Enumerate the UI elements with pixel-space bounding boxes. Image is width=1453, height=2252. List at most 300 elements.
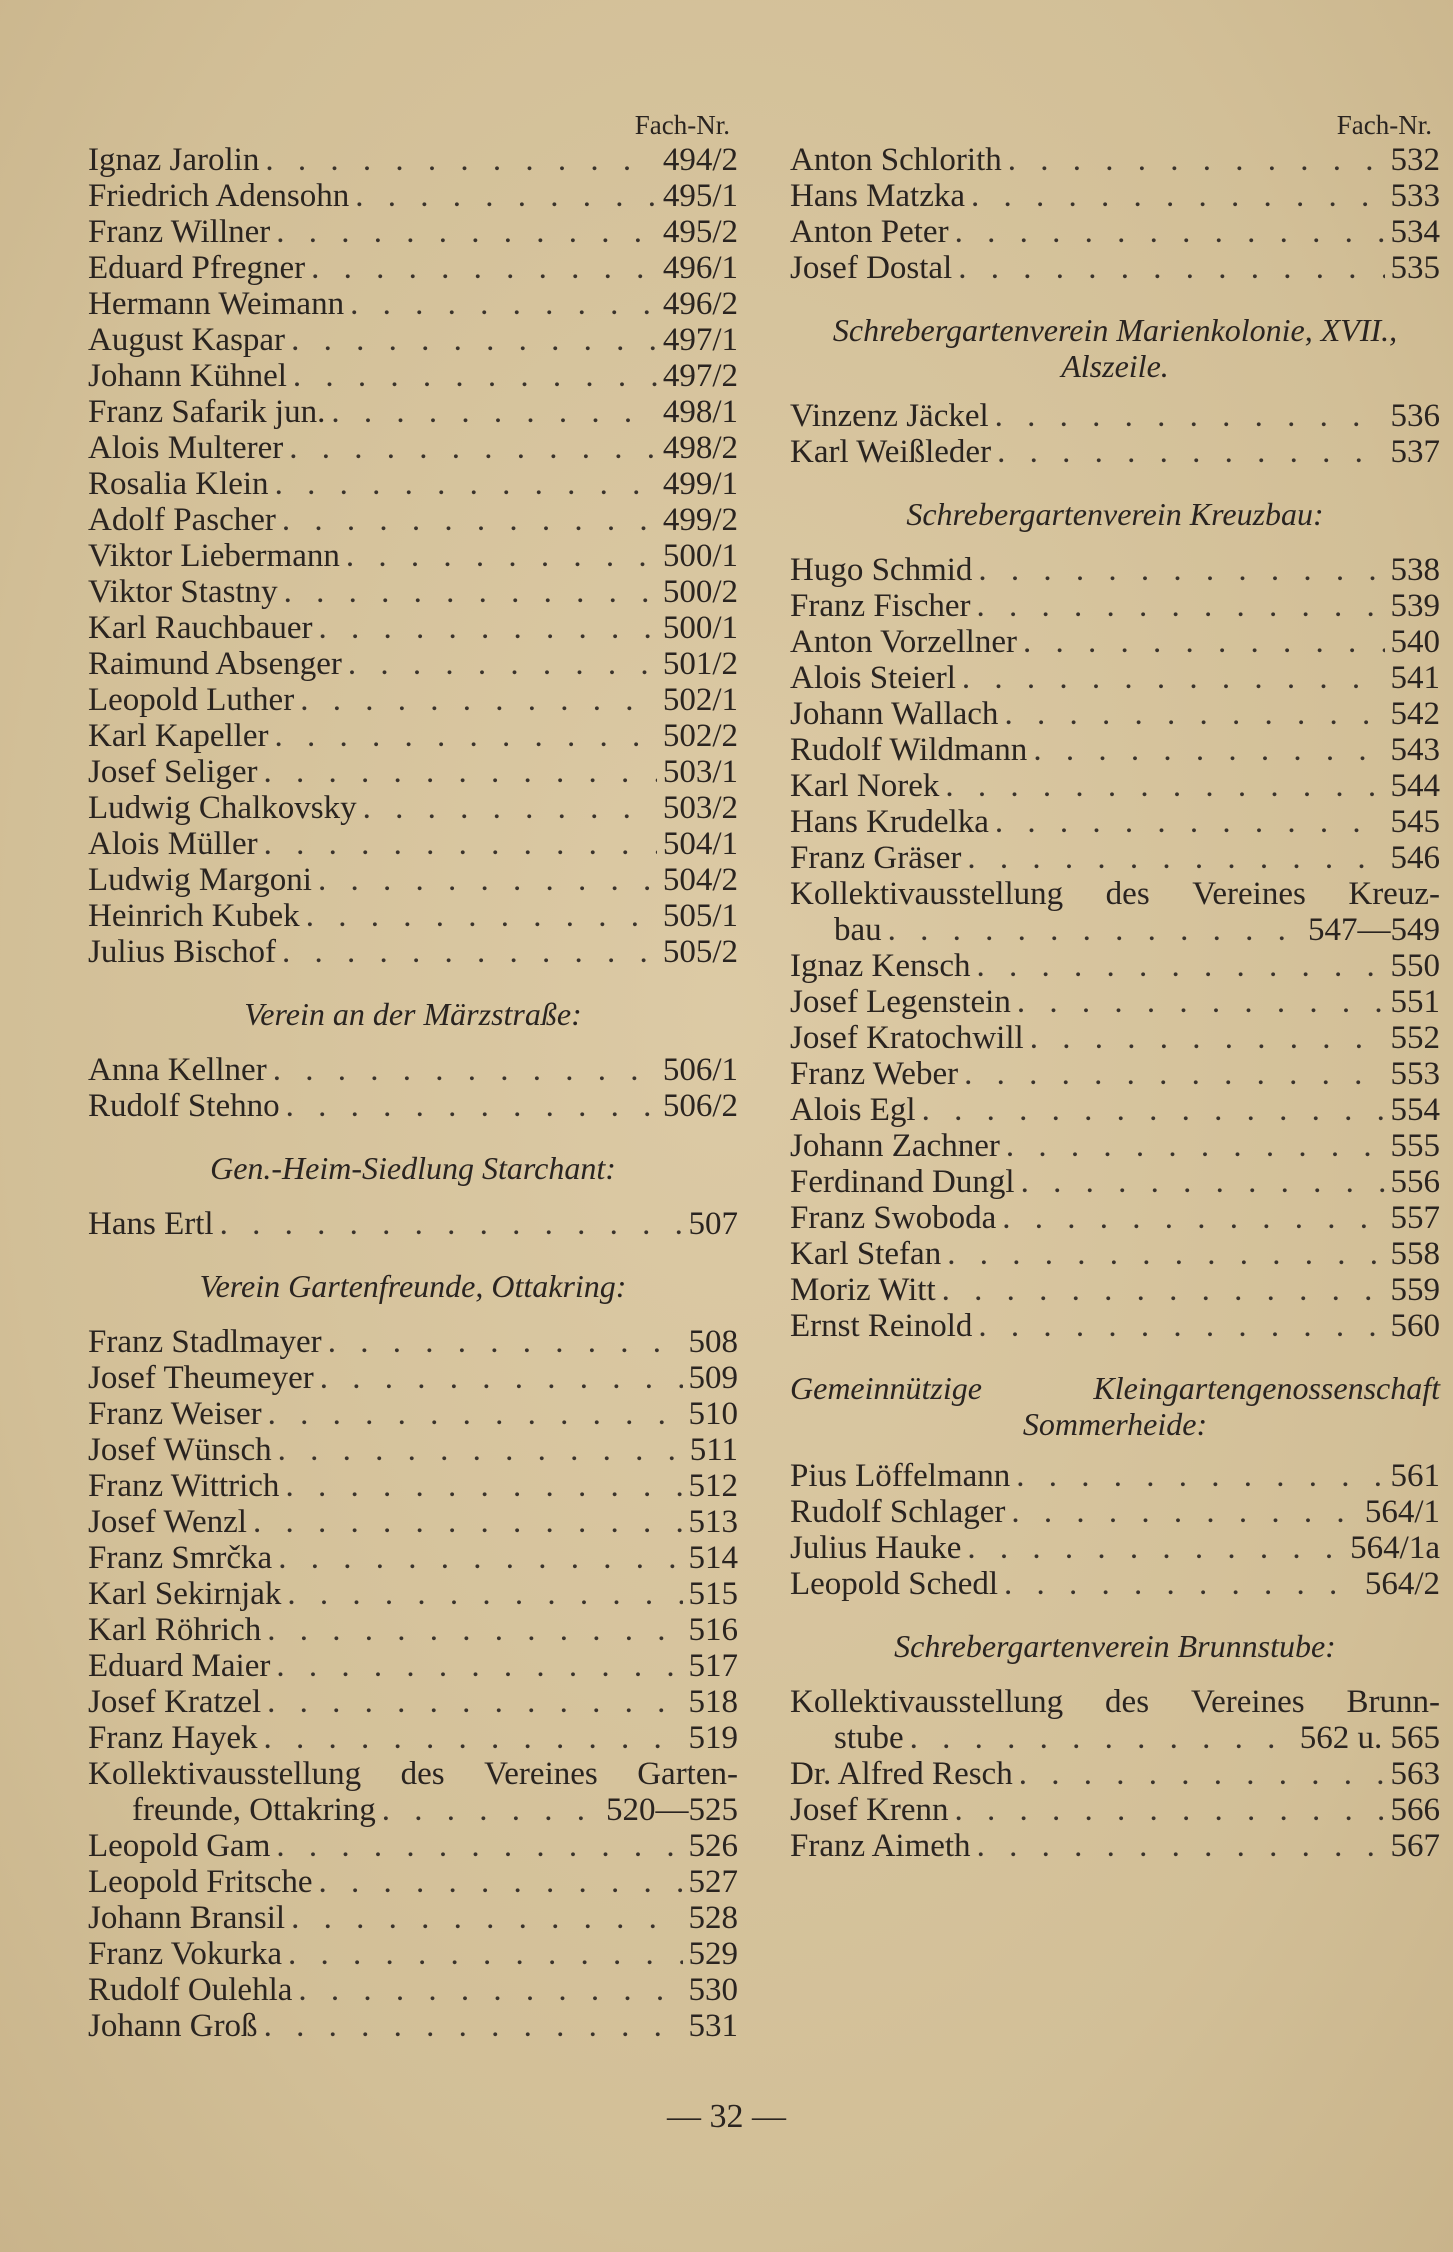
entry-number: 561 [1390,1458,1440,1494]
list-sommerheide [790,1458,1440,1602]
leader-dots [942,1272,1385,1308]
leader-dots [1011,1494,1358,1530]
entry-number: 558 [1390,1236,1440,1272]
entry-number: 562 u. 565 [1299,1720,1440,1756]
entry-name: Johann Groß [88,2008,258,2044]
entry-name: Franz Willner [88,214,271,250]
collective-exhibit-kreuzbau [790,876,1440,948]
leader-dots [977,948,1385,984]
list-marienkolonie [790,398,1440,470]
leader-dots [264,754,657,790]
entry-number: 557 [1390,1200,1440,1236]
entry-name: Leopold Gam [88,1828,271,1864]
entry-name: Franz Vokurka [88,1936,283,1972]
list-item [790,1236,1440,1272]
entry-number: 507 [688,1206,738,1242]
entry-number: 564/1 [1364,1494,1440,1530]
list-item [88,682,738,718]
leader-dots [319,1864,683,1900]
leader-dots [997,434,1384,470]
entry-number: 494/2 [662,142,738,178]
leader-dots [977,588,1385,624]
entry-name: Franz Wittrich [88,1468,280,1504]
list-item [88,862,738,898]
entry-name: Hans Matzka [790,178,966,214]
entry-name: Karl Röhrich [88,1612,262,1648]
koll-word: Garten- [637,1756,738,1792]
entry-number: 532 [1390,142,1440,178]
leader-dots [1033,732,1384,768]
entry-name: Johann Kühnel [88,358,287,394]
list-item [88,1648,738,1684]
entry-name: Ludwig Chalkovsky [88,790,357,826]
entry-number: 519 [688,1720,738,1756]
section-heading-word: Kleingartengenossenschaft [1093,1370,1440,1406]
section-heading-word: Gemeinnützige [790,1370,982,1406]
entry-number: 551 [1390,984,1440,1020]
entry-name: Karl Norek [790,768,940,804]
leader-dots [275,466,657,502]
leader-dots [276,214,657,250]
entry-name: Josef Wünsch [88,1432,272,1468]
section-heading-starchant: Gen.-Heim-Siedlung Starchant: [210,1150,616,1186]
right-column [790,108,1440,1864]
list-item [88,178,738,214]
list-ottakring-after [88,1828,738,2044]
leader-dots [282,934,657,970]
leader-dots [995,398,1385,434]
entry-name: Heinrich Kubek [88,898,300,934]
entry-name: Dr. Alfred Resch [790,1756,1013,1792]
entry-name: Franz Aimeth [790,1828,971,1864]
entry-number: 514 [688,1540,738,1576]
koll-word: Brunn- [1346,1684,1440,1720]
entry-name: Ernst Reinold [790,1308,973,1344]
list-starchant [88,1206,738,1242]
list-item [790,214,1440,250]
entry-number: 520—525 [606,1792,738,1828]
entry-name: Josef Theumeyer [88,1360,314,1396]
entry-number: 560 [1390,1308,1440,1344]
leader-dots [268,1396,683,1432]
leader-dots [1004,1566,1359,1602]
entry-number: 515 [688,1576,738,1612]
leader-dots [1006,1128,1385,1164]
list-item [88,1468,738,1504]
entry-name: Karl Sekirnjak [88,1576,282,1612]
list-item [790,840,1440,876]
leader-dots [978,1308,1384,1344]
column-header-left: Fach-Nr. [634,110,730,140]
entry-name: Ignaz Kensch [790,948,971,984]
entry-number: 504/1 [662,826,738,862]
entry-name: Rudolf Wildmann [790,732,1028,768]
entry-name: bau [834,912,882,948]
leader-dots [964,1056,1384,1092]
entry-name: Josef Kratzel [88,1684,262,1720]
entry-number: 554 [1390,1092,1440,1128]
entry-name: Alois Multerer [88,430,284,466]
list-item [790,732,1440,768]
koll-word: Kollektivausstellung [790,876,1064,912]
entry-name: August Kaspar [88,322,286,358]
leader-dots [1030,1020,1385,1056]
entry-number: 496/1 [662,250,738,286]
entry-name: freunde, Ottakring [132,1792,376,1828]
leader-dots [264,1720,683,1756]
list-item [88,1504,738,1540]
leader-dots [282,502,657,538]
list-item [88,502,738,538]
section-heading-marienkolonie [790,312,1440,384]
leader-dots [278,1432,684,1468]
leader-dots [291,1900,682,1936]
list-item [88,826,738,862]
entry-name: Leopold Schedl [790,1566,999,1602]
list-item [88,2008,738,2044]
list-item [88,358,738,394]
entry-number: 513 [688,1504,738,1540]
entry-number: 516 [688,1612,738,1648]
leader-dots [273,1052,657,1088]
leader-dots [1008,142,1385,178]
page-number: — 32 — [667,2098,786,2135]
entry-number: 498/1 [662,394,738,430]
list-item [790,1272,1440,1308]
leader-dots [958,250,1384,286]
entry-number: 556 [1390,1164,1440,1200]
entry-name: Pius Löffelmann [790,1458,1011,1494]
entry-number: 509 [688,1360,738,1396]
leader-dots [298,1972,682,2008]
list-item [88,718,738,754]
list-item [88,538,738,574]
list-item [790,588,1440,624]
list-item [88,754,738,790]
entry-number: 553 [1390,1056,1440,1092]
leader-dots [287,1576,682,1612]
leader-dots [253,1504,683,1540]
entry-number: 512 [688,1468,738,1504]
entry-name: Rosalia Klein [88,466,269,502]
list-item [790,1720,1440,1756]
list-item [790,1828,1440,1864]
list-item [88,394,738,430]
list-item [88,1828,738,1864]
section-heading-maerzstrasse: Verein an der Märzstraße: [244,996,582,1032]
leader-dots [264,826,657,862]
entry-number: 500/2 [662,574,738,610]
list-item [790,1566,1440,1602]
list-item [790,1128,1440,1164]
list-item [88,466,738,502]
list-item [790,804,1440,840]
section-heading-line: Schrebergartenverein Marienkolonie, XVII., [832,312,1398,348]
entry-number: 566 [1390,1792,1440,1828]
entry-name: Alois Müller [88,826,258,862]
leader-dots [289,430,657,466]
list-item [790,1164,1440,1200]
left-column [88,108,738,2044]
list-item [88,1540,738,1576]
entry-name: Johann Bransil [88,1900,286,1936]
leader-dots [318,862,657,898]
list-item [790,948,1440,984]
leader-dots [264,2008,683,2044]
leader-dots [267,1612,682,1648]
entry-name: Franz Safarik jun. [88,394,326,430]
list-item [790,1020,1440,1056]
entry-name: Alois Egl [790,1092,916,1128]
leader-dots [348,646,657,682]
leader-dots [355,178,657,214]
leader-dots [275,718,657,754]
collective-exhibit-brunnstube [790,1684,1440,1756]
entry-name: Ludwig Margoni [88,862,312,898]
entry-name: Hans Ertl [88,1206,214,1242]
leader-dots [955,214,1385,250]
entry-number: 505/1 [662,898,738,934]
entry-name: Ferdinand Dungl [790,1164,1015,1200]
entry-name: Johann Zachner [790,1128,1000,1164]
entry-number: 533 [1390,178,1440,214]
entry-number: 559 [1390,1272,1440,1308]
list-item [88,898,738,934]
list-item [88,142,738,178]
leader-dots [328,1324,683,1360]
leader-dots [967,1530,1344,1566]
list-item [88,934,738,970]
list-brunnstube-after [790,1756,1440,1864]
list-item [88,1900,738,1936]
list-item [790,1530,1440,1566]
entry-name: Anna Kellner [88,1052,267,1088]
entry-number: 550 [1390,948,1440,984]
entry-name: Friedrich Adensohn [88,178,350,214]
list-item [790,398,1440,434]
section-heading-ottakring: Verein Gartenfreunde, Ottakring: [199,1268,627,1304]
entry-number: 531 [688,2008,738,2044]
entry-name: Josef Seliger [88,754,258,790]
entry-number: 563 [1390,1756,1440,1792]
entry-name: Rudolf Schlager [790,1494,1006,1530]
entry-number: 510 [688,1396,738,1432]
leader-dots [1021,1164,1385,1200]
entry-number: 540 [1390,624,1440,660]
leader-dots [306,898,657,934]
list-item [88,1052,738,1088]
list-item [88,1432,738,1468]
entry-name: Josef Wenzl [88,1504,247,1540]
entry-number: 536 [1390,398,1440,434]
list-item [88,574,738,610]
list-item [790,1056,1440,1092]
list-item [790,250,1440,286]
entry-name: Viktor Stastny [88,574,278,610]
entry-number: 502/1 [662,682,738,718]
leader-dots [1017,984,1385,1020]
list-kreuzbau [790,552,1440,876]
entry-name: Josef Kratochwill [790,1020,1024,1056]
list-item [790,660,1440,696]
entry-number: 496/2 [662,286,738,322]
leader-dots [363,790,657,826]
entry-name: Hermann Weimann [88,286,345,322]
list-item [88,646,738,682]
entry-name: Karl Rauchbauer [88,610,313,646]
entry-name: Vinzenz Jäckel [790,398,989,434]
list-item [88,214,738,250]
entry-number: 547—549 [1308,912,1440,948]
entry-name: Josef Dostal [790,250,953,286]
entry-number: 564/1a [1350,1530,1440,1566]
entry-number: 501/2 [662,646,738,682]
leader-dots [276,1648,682,1684]
list-item [88,286,738,322]
entry-name: Julius Hauke [790,1530,962,1566]
list-item [88,1936,738,1972]
list-item [790,142,1440,178]
entry-name: Anton Schlorith [790,142,1002,178]
entry-number: 504/2 [662,862,738,898]
list-item [88,1720,738,1756]
leader-dots [1002,1200,1384,1236]
section-heading-sommerheide [790,1370,1440,1442]
list-item [790,696,1440,732]
list-item [790,912,1440,948]
leader-dots [1023,624,1385,660]
leader-dots [978,552,1384,588]
entry-name: Raimund Absenger [88,646,342,682]
entry-number: 506/2 [662,1088,738,1124]
koll-word: Kreuz- [1348,876,1440,912]
entry-name: Alois Steierl [790,660,956,696]
entry-number: 497/2 [662,358,738,394]
entry-number: 552 [1390,1020,1440,1056]
entry-name: Rudolf Oulehla [88,1972,293,2008]
koll-word: Vereines [1192,876,1306,912]
list-item [790,434,1440,470]
leader-dots [971,178,1384,214]
entry-number: 539 [1390,588,1440,624]
entry-number: 542 [1390,696,1440,732]
entry-name: Eduard Maier [88,1648,271,1684]
entry-number: 529 [688,1936,738,1972]
entry-name: Leopold Fritsche [88,1864,313,1900]
leader-dots [945,768,1384,804]
list-left-top [88,142,738,970]
list-item [88,322,738,358]
leader-dots [346,538,657,574]
list-item [790,1494,1440,1530]
entry-number: 546 [1390,840,1440,876]
leader-dots [320,1360,683,1396]
list-item [88,1972,738,2008]
koll-word: des [400,1756,445,1792]
koll-word: Vereines [1190,1684,1305,1720]
entry-number: 534 [1390,214,1440,250]
entry-number: 535 [1390,250,1440,286]
entry-name: Franz Weber [790,1056,959,1092]
entry-number: 502/2 [662,718,738,754]
column-header-right: Fach-Nr. [1336,110,1432,140]
section-heading-brunnstube: Schrebergartenverein Brunnstube: [894,1628,1336,1664]
entry-number: 517 [688,1648,738,1684]
leader-dots [1016,1458,1384,1494]
leader-dots [910,1720,1294,1756]
leader-dots [1019,1756,1385,1792]
list-ottakring [88,1324,738,1756]
leader-dots [995,804,1385,840]
entry-name: Hans Krudelka [790,804,989,840]
leader-dots [288,1936,682,1972]
entry-number: 538 [1390,552,1440,588]
entry-number: 544 [1390,768,1440,804]
entry-number: 567 [1390,1828,1440,1864]
entry-name: Anton Vorzellner [790,624,1017,660]
entry-number: 505/2 [662,934,738,970]
leader-dots [888,912,1302,948]
list-item [790,178,1440,214]
leader-dots [300,682,657,718]
leader-dots [285,1468,682,1504]
list-item [88,430,738,466]
list-item [88,1864,738,1900]
entry-number: 528 [688,1900,738,1936]
list-item [88,1360,738,1396]
koll-word: Kollektivausstellung [790,1684,1064,1720]
list-maerzstrasse [88,1052,738,1124]
entry-number: 537 [1390,434,1440,470]
leader-dots [276,1828,682,1864]
entry-number: 511 [689,1432,738,1468]
entry-name: Franz Swoboda [790,1200,997,1236]
entry-number: 564/2 [1364,1566,1440,1602]
list-item [790,1308,1440,1344]
leader-dots [267,1684,682,1720]
entry-name: Rudolf Stehno [88,1088,280,1124]
list-item [88,790,738,826]
list-item [790,1458,1440,1494]
entry-number: 499/2 [662,502,738,538]
list-item [88,1324,738,1360]
leader-dots [331,394,656,430]
entry-number: 508 [688,1324,738,1360]
koll-word: des [1105,876,1150,912]
list-item [88,1612,738,1648]
list-item [88,1088,738,1124]
list-item [790,768,1440,804]
leader-dots [947,1236,1384,1272]
koll-word: Vereines [484,1756,598,1792]
entry-name: stube [834,1720,904,1756]
entry-number: 506/1 [662,1052,738,1088]
list-item [88,1396,738,1432]
list-item [790,624,1440,660]
koll-word: Kollektivausstellung [88,1756,362,1792]
entry-number: 543 [1390,732,1440,768]
entry-name: Karl Stefan [790,1236,942,1272]
entry-name: Franz Smrčka [88,1540,273,1576]
leader-dots [318,610,656,646]
entry-name: Franz Gräser [790,840,962,876]
entry-name: Adolf Pascher [88,502,276,538]
leader-dots [311,250,657,286]
list-item [88,250,738,286]
leader-dots [278,1540,682,1576]
leader-dots [967,840,1384,876]
entry-number: 500/1 [662,538,738,574]
